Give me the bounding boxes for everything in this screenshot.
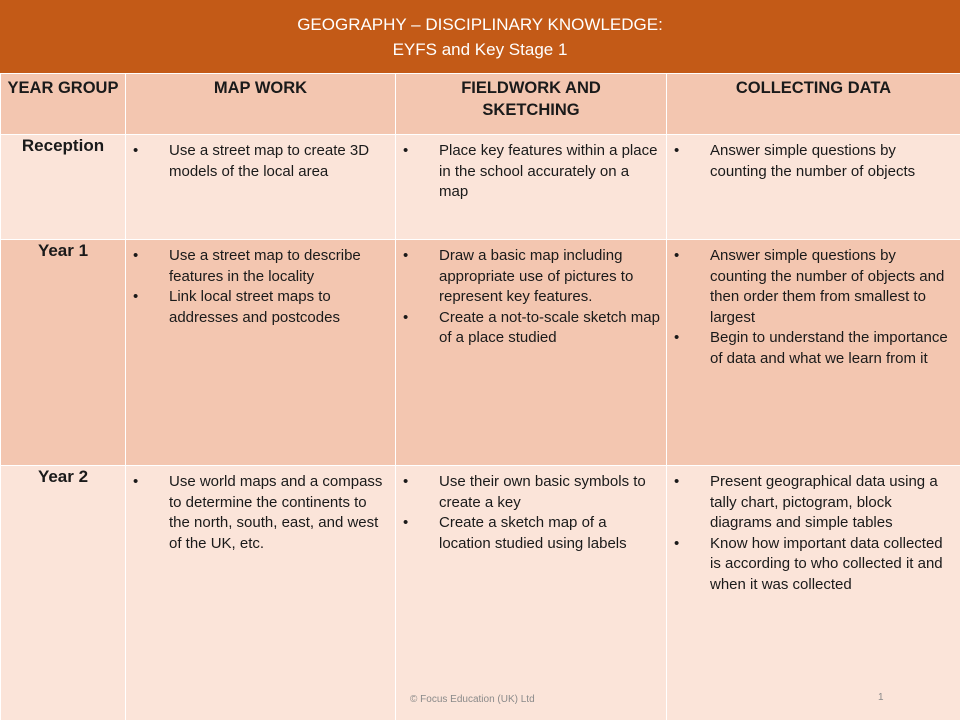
map-work-cell (126, 466, 396, 721)
fieldwork-cell (396, 240, 667, 466)
map-work-cell (126, 135, 396, 240)
collecting-data-cell (667, 466, 960, 721)
page-title: GEOGRAPHY – DISCIPLINARY KNOWLEDGE: (297, 12, 663, 37)
table-header-row (1, 74, 960, 135)
table-row (1, 466, 960, 721)
page-number: 1 (878, 692, 884, 703)
column-header-year-group: YEAR GROUP (1, 74, 126, 135)
list-item: • Place key features within a place in the school accurately on a map (396, 141, 662, 203)
list-item: • Link local street maps to addresses and postcodes (126, 287, 391, 328)
list-item: • Begin to understand the importance of data and what we learn from it (667, 328, 956, 369)
collecting-data-cell (667, 135, 960, 240)
list-item: • Draw a basic map including appropriate use of pictures to represent key features. (396, 246, 662, 308)
list-item: • Use a street map to create 3D models of the local area (126, 141, 391, 182)
page-subtitle: EYFS and Key Stage 1 (393, 37, 568, 62)
list-item: • Present geographical data using a tally chart, pictogram, block diagrams and simple tables (667, 472, 956, 534)
list-item: • Answer simple questions by counting the number of objects (667, 141, 956, 182)
fieldwork-cell (396, 135, 667, 240)
title-banner (0, 0, 960, 73)
table-row (1, 135, 960, 240)
year-group-cell: Year 1 (1, 240, 126, 466)
year-group-cell: Reception (1, 135, 126, 240)
year-group-cell: Year 2 (1, 466, 126, 721)
list-item: • Create a not-to-scale sketch map of a place studied (396, 308, 662, 349)
list-item: • Use world maps and a compass to determine the continents to the north, south, east, and west of the UK, etc. (126, 472, 391, 554)
list-item: • Answer simple questions by counting the number of objects and then order them from smallest to largest (667, 246, 956, 328)
map-work-cell (126, 240, 396, 466)
copyright-notice: © Focus Education (UK) Ltd (410, 694, 535, 705)
column-header-map-work: MAP WORK (126, 74, 396, 135)
curriculum-table (0, 73, 960, 721)
collecting-data-cell (667, 240, 960, 466)
fieldwork-cell (396, 466, 667, 721)
list-item: • Know how important data collected is according to who collected it and when it was collected (667, 534, 956, 596)
list-item: • Create a sketch map of a location studied using labels (396, 513, 662, 554)
list-item: • Use a street map to describe features in the locality (126, 246, 391, 287)
column-header-fieldwork: FIELDWORK AND SKETCHING (396, 74, 667, 135)
column-header-collecting-data: COLLECTING DATA (667, 74, 960, 135)
table-row (1, 240, 960, 466)
list-item: • Use their own basic symbols to create a key (396, 472, 662, 513)
